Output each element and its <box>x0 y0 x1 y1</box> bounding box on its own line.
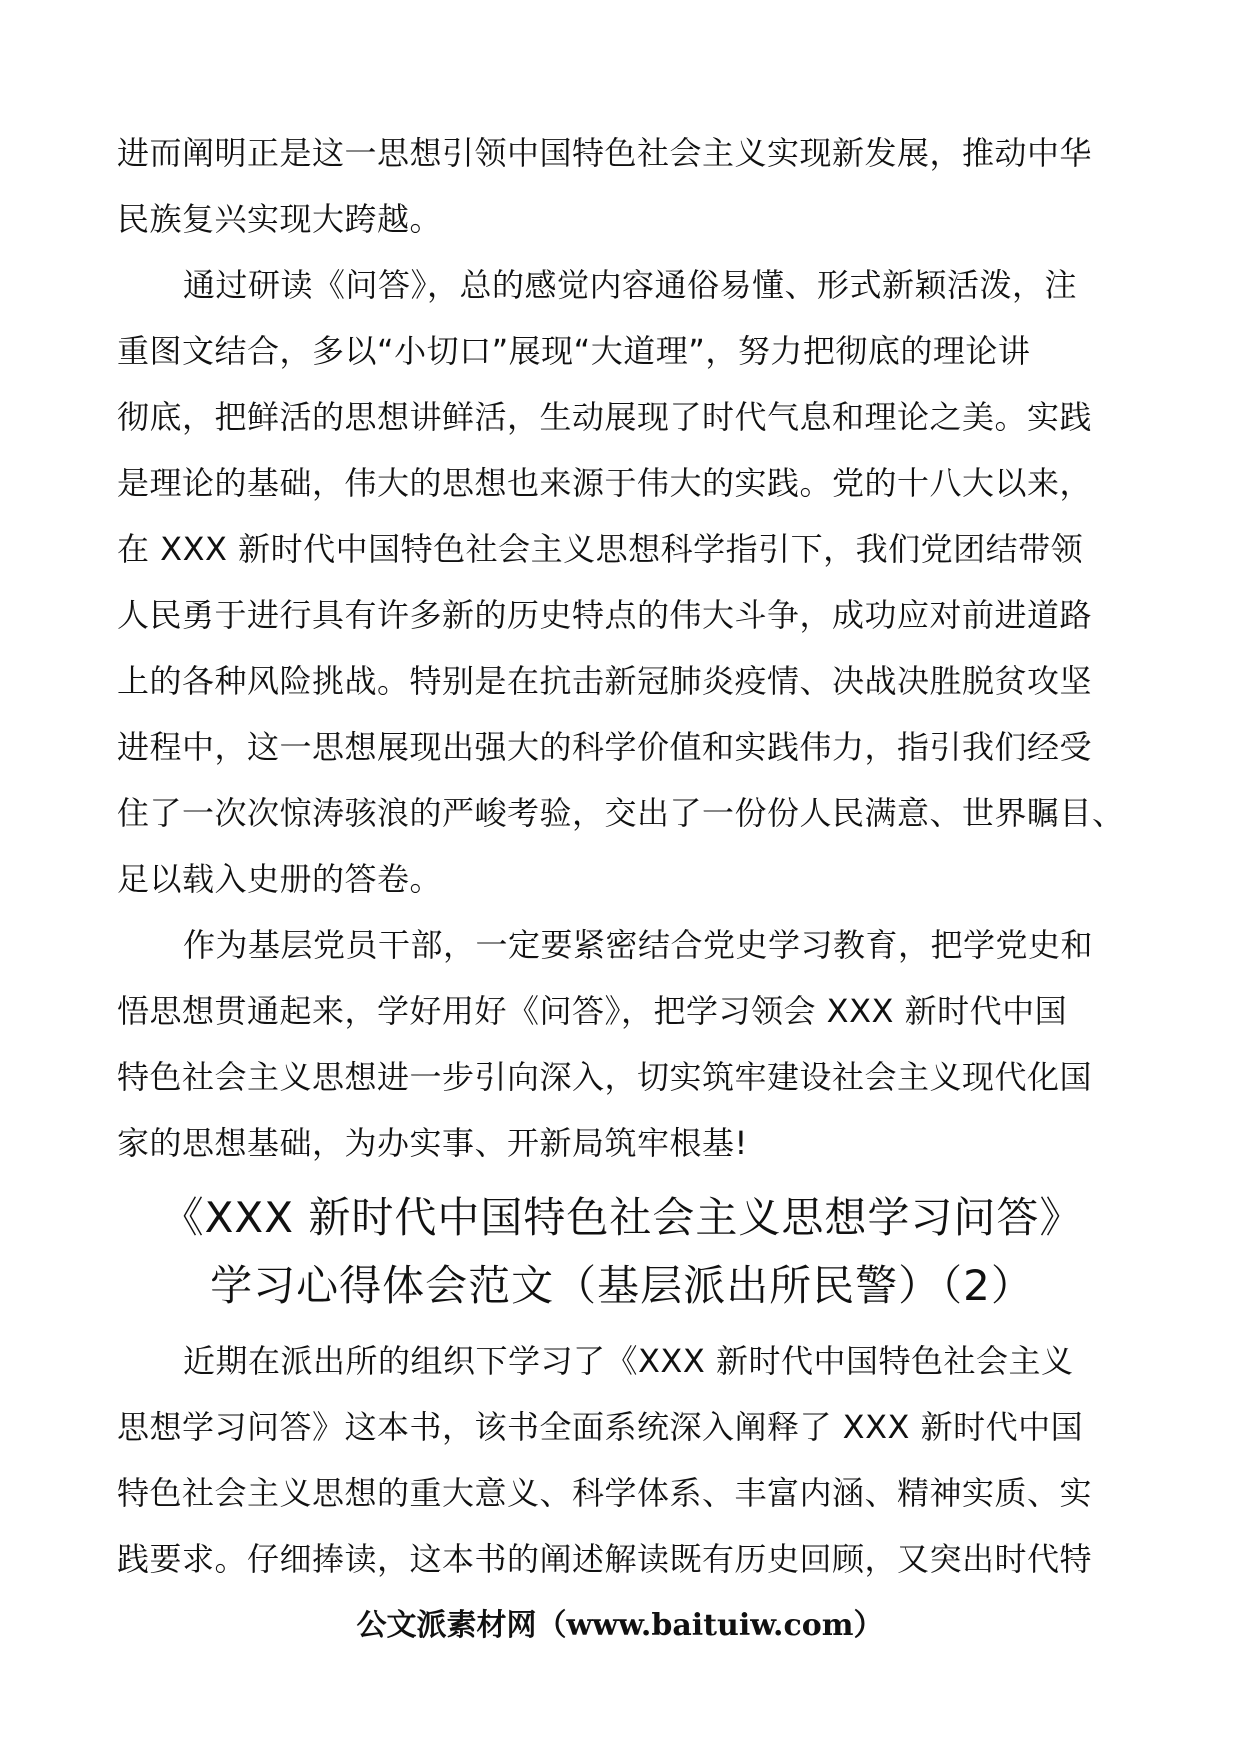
paragraph <box>117 252 1127 912</box>
paragraph-line: 是理论的基础，伟大的思想也来源于伟大的实践。党的十八大以来， <box>117 464 1093 502</box>
footer-watermark: 公文派素材网（www.baituiw.com） <box>356 1608 884 1643</box>
paragraph-line: 思想学习问答》这本书，该书全面系统深入阐释了 XXX 新时代中国 <box>117 1408 1084 1446</box>
paragraph-line: 进而阐明正是这一思想引领中国特色社会主义实现新发展，推动中华 <box>117 134 1093 172</box>
paragraph <box>117 912 1127 1176</box>
paragraph-line: 作为基层党员干部，一定要紧密结合党史学习教育，把学党史和 <box>183 926 1094 964</box>
title-line: 《XXX 新时代中国特色社会主义思想学习问答》 <box>161 1193 1083 1242</box>
paragraph-line: 悟思想贯通起来，学好用好《问答》，把学习领会 XXX 新时代中国 <box>117 992 1068 1030</box>
paragraph-line: 近期在派出所的组织下学习了《XXX 新时代中国特色社会主义 <box>183 1342 1074 1380</box>
title-line: 学习心得体会范文（基层派出所民警）（2） <box>210 1261 1034 1310</box>
paragraph-group-bottom <box>117 1328 1127 1592</box>
paragraph-line: 彻底，把鲜活的思想讲鲜活，生动展现了时代气息和理论之美。实践 <box>117 398 1093 436</box>
paragraph-line: 民族复兴实现大跨越。 <box>117 200 443 238</box>
paragraph-line: 在 XXX 新时代中国特色社会主义思想科学指引下，我们党团结带领 <box>117 530 1084 568</box>
paragraph-line: 重图文结合，多以“小切口”展现“大道理”，努力把彻底的理论讲 <box>117 332 1031 370</box>
paragraph-line: 住了一次次惊涛骇浪的严峻考验，交出了一份份人民满意、世界瞩目、 <box>117 794 1125 832</box>
paragraph-line: 通过研读《问答》，总的感觉内容通俗易懂、形式新颖活泼，注 <box>183 266 1078 304</box>
paragraph-line: 践要求。仔细捧读，这本书的阐述解读既有历史回顾，又突出时代特 <box>117 1540 1093 1578</box>
paragraph-line: 特色社会主义思想进一步引向深入，切实筑牢建设社会主义现代化国 <box>117 1058 1093 1096</box>
paragraph <box>117 1328 1127 1592</box>
paragraph-line: 足以载入史册的答卷。 <box>117 860 443 898</box>
paragraph-line: 进程中，这一思想展现出强大的科学价值和实践伟力，指引我们经受 <box>117 728 1093 766</box>
paragraph-group-top <box>117 120 1127 1176</box>
article-title <box>117 1184 1127 1320</box>
paragraph-line: 特色社会主义思想的重大意义、科学体系、丰富内涵、精神实质、实 <box>117 1474 1093 1512</box>
paragraph-line: 上的各种风险挑战。特别是在抗击新冠肺炎疫情、决战决胜脱贫攻坚 <box>117 662 1093 700</box>
paragraph <box>117 120 1127 252</box>
paragraph-line: 人民勇于进行具有许多新的历史特点的伟大斗争，成功应对前进道路 <box>117 596 1093 634</box>
document-body <box>117 120 1127 1592</box>
paragraph-line: 家的思想基础，为办实事、开新局筑牢根基! <box>117 1124 748 1162</box>
